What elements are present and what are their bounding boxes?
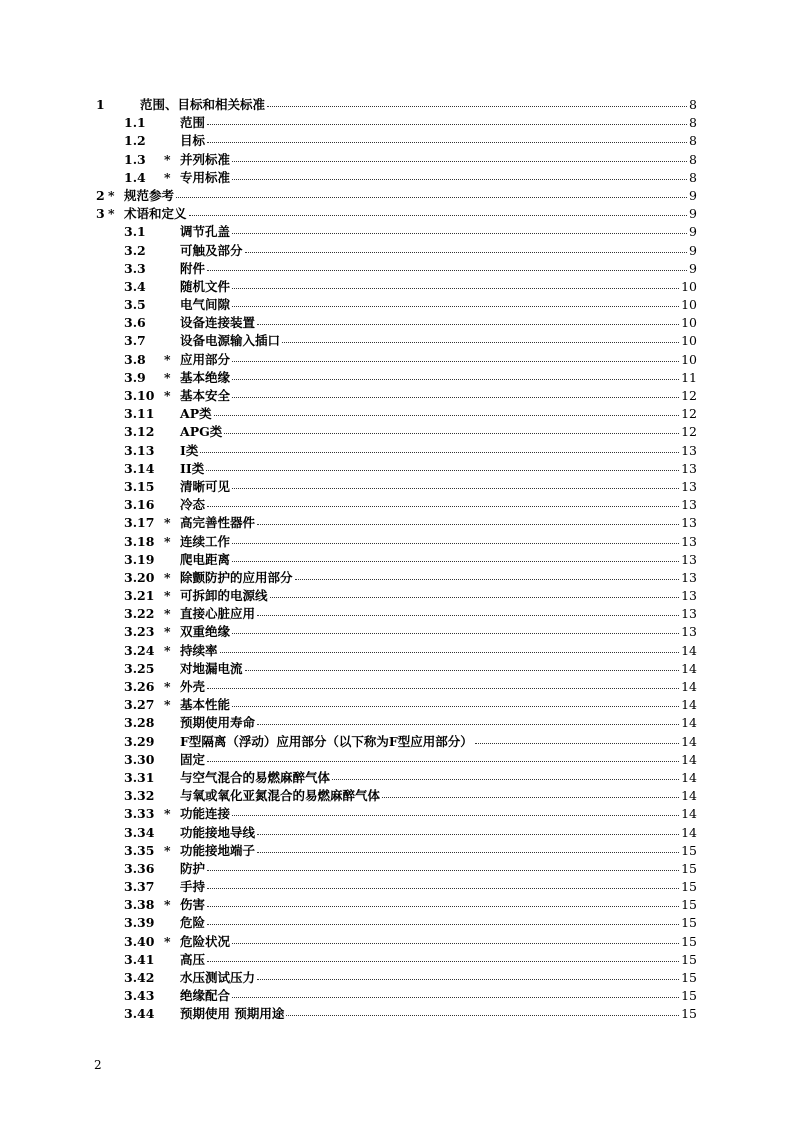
toc-entry-number: 3.19 <box>124 551 155 567</box>
dot-leader <box>232 219 687 234</box>
toc-entry-title: 范围 <box>180 115 206 131</box>
toc-entry-page: 10 <box>681 333 697 349</box>
toc-entry-title: 功能接地端子 <box>180 842 256 858</box>
toc-entry-number: 3.1 <box>124 224 146 240</box>
dot-leader <box>214 401 679 416</box>
toc-entry-star <box>164 860 180 878</box>
toc-entry-number: 3.28 <box>124 715 155 731</box>
dot-leader <box>207 110 687 125</box>
toc-entry-number: 3.12 <box>124 424 155 440</box>
toc-entry-number: 3.29 <box>124 733 155 749</box>
toc-entry-number: 3.7 <box>124 333 146 349</box>
toc-entry-page: 12 <box>681 406 697 422</box>
toc-entry-title: 设备连接装置 <box>180 315 256 331</box>
toc-entry-page: 15 <box>681 933 697 949</box>
toc-entry-number: 3.43 <box>124 988 155 1004</box>
toc-entry-number: 3.5 <box>124 297 146 313</box>
toc-entry-title: F型隔离（浮动）应用部分（以下称为F型应用部分） <box>180 733 473 749</box>
toc-entry-number: 3.14 <box>124 460 155 476</box>
toc-entry-title: APG类 <box>180 424 223 440</box>
toc-entry-star <box>164 260 180 278</box>
toc-entry-number: 1.4 <box>124 169 146 185</box>
toc-entry-page: 14 <box>681 660 697 676</box>
toc-entry-page: 13 <box>681 533 697 549</box>
toc-entry-star <box>164 878 180 896</box>
toc-entry-page: 14 <box>681 715 697 731</box>
toc-entry-page: 9 <box>689 260 697 276</box>
toc-entry-title: 并列标准 <box>180 151 231 167</box>
dot-leader <box>232 801 679 816</box>
toc-entry-page: 13 <box>681 497 697 513</box>
dot-leader <box>232 929 679 944</box>
dot-leader <box>207 492 679 507</box>
dot-leader <box>232 474 679 489</box>
dot-leader <box>207 747 679 762</box>
toc-entry-page: 8 <box>689 151 697 167</box>
dot-leader <box>232 529 679 544</box>
toc-entry-page: 9 <box>689 224 697 240</box>
dot-leader <box>245 656 680 671</box>
toc-entry-number: 3.37 <box>124 879 155 895</box>
toc-entry-page: 13 <box>681 606 697 622</box>
toc-entry-star: * <box>164 369 171 385</box>
toc-entry-star: * <box>164 624 171 640</box>
toc-entry-star: * <box>164 679 171 694</box>
toc-entry-number: 3.24 <box>124 642 155 658</box>
toc-entry-title: 应用部分 <box>180 351 231 367</box>
toc-entry-number: 3.18 <box>124 533 155 549</box>
dot-leader <box>232 165 687 180</box>
toc-entry-page: 13 <box>681 588 697 604</box>
toc-entry-page: 15 <box>681 988 697 1004</box>
toc-entry-number: 3.39 <box>124 915 155 931</box>
toc-entry-page: 13 <box>681 460 697 476</box>
toc-entry-page: 14 <box>681 751 697 767</box>
dot-leader <box>257 601 679 616</box>
dot-leader <box>232 274 679 289</box>
toc-entry-title: 直接心脏应用 <box>180 606 256 622</box>
toc-entry-number: 1.3 <box>124 151 146 167</box>
toc-entry-number: 3.13 <box>124 442 155 458</box>
dot-leader <box>207 892 679 907</box>
dot-leader <box>286 1001 679 1016</box>
toc-entry-title: 对地漏电流 <box>180 660 243 676</box>
dot-leader <box>207 674 679 689</box>
dot-leader <box>257 310 679 325</box>
dot-leader <box>232 619 679 634</box>
toc-entry-star <box>164 714 180 732</box>
toc-entry-number: 1.2 <box>124 133 146 149</box>
toc-entry-number: 3.16 <box>124 497 155 513</box>
toc-entry-title: 爬电距离 <box>180 551 231 567</box>
toc-entry-star <box>164 296 180 314</box>
toc-entry-star <box>164 332 180 350</box>
toc-entry-star: * <box>108 187 115 203</box>
toc-entry-page: 10 <box>681 297 697 313</box>
toc-entry-star <box>164 769 180 787</box>
toc-entry-title: 绝缘配合 <box>180 988 231 1004</box>
toc-entry-star <box>164 733 180 751</box>
toc-entry-page: 13 <box>681 442 697 458</box>
dot-leader <box>295 565 680 580</box>
toc-entry-page: 15 <box>681 970 697 985</box>
toc-entry-number: 3.25 <box>124 660 155 676</box>
dot-leader <box>207 256 687 271</box>
toc-entry-page: 8 <box>689 169 697 185</box>
toc-entry-page: 14 <box>681 679 697 694</box>
toc-entry-number: 3.31 <box>124 769 155 785</box>
dot-leader <box>224 419 679 434</box>
dot-leader <box>245 238 688 253</box>
dot-leader <box>232 292 679 307</box>
dot-leader <box>257 820 679 835</box>
dot-leader <box>200 438 679 453</box>
toc-entry-title: 随机文件 <box>180 278 231 294</box>
toc-entry-title: II类 <box>180 460 205 476</box>
toc-entry-page: 15 <box>681 842 697 858</box>
toc-entry-title: 设备电源输入插口 <box>180 333 281 349</box>
toc-entry-star <box>164 478 180 496</box>
toc-entry-star <box>164 969 180 987</box>
toc-entry-title: 持续率 <box>180 642 218 658</box>
toc-entry-page: 10 <box>681 278 697 294</box>
toc-entry-number: 3.15 <box>124 478 155 494</box>
dot-leader <box>207 856 679 871</box>
dot-leader <box>207 128 687 143</box>
toc-entry-title: 外壳 <box>180 679 206 694</box>
toc-entry-number: 3.26 <box>124 679 155 694</box>
toc-entry-title: 连续工作 <box>180 533 231 549</box>
toc-entry-star <box>164 1005 180 1023</box>
toc-entry-star: * <box>164 351 171 367</box>
toc-entry-number: 3.10 <box>124 388 155 403</box>
dot-leader <box>332 765 679 780</box>
toc-entry-star <box>164 278 180 296</box>
toc-entry-star <box>164 751 180 769</box>
dot-leader <box>257 510 679 525</box>
toc-entry-page: 14 <box>681 697 697 713</box>
toc-entry-page: 15 <box>681 860 697 876</box>
toc-entry-title: 危险 <box>180 915 206 931</box>
dot-leader <box>382 783 679 798</box>
toc-entry-star: * <box>164 806 171 822</box>
toc-entry-title: 专用标准 <box>180 169 231 185</box>
toc-entry-number: 3.41 <box>124 951 155 967</box>
toc-entry-title: 防护 <box>180 860 206 876</box>
toc-entry-number: 3.23 <box>124 624 155 640</box>
toc-entry-page: 9 <box>689 242 697 258</box>
toc-entry-number: 1.1 <box>124 115 146 131</box>
toc-entry-title: 调节孔盖 <box>180 224 231 240</box>
dot-leader <box>220 638 680 653</box>
toc-entry-title: 电气间隙 <box>180 297 231 313</box>
toc-entry-title: 高完善性器件 <box>180 515 256 531</box>
toc-entry-star <box>124 96 140 114</box>
toc-entry-star: * <box>164 697 171 713</box>
toc-entry-title: 水压测试压力 <box>180 970 256 985</box>
dot-leader <box>207 910 679 925</box>
toc-entry-number: 3.20 <box>124 569 155 585</box>
toc-entry-star <box>164 496 180 514</box>
toc-entry-page: 11 <box>681 369 697 385</box>
toc-entry-page: 12 <box>681 424 697 440</box>
toc-entry-star <box>164 460 180 478</box>
dot-leader <box>232 547 679 562</box>
toc-entry-title: 伤害 <box>180 897 206 913</box>
toc-entry-page: 8 <box>689 97 697 112</box>
dot-leader <box>257 965 679 980</box>
toc-entry-star <box>164 824 180 842</box>
page-number: 2 <box>94 1058 102 1072</box>
toc-entry-page: 14 <box>681 806 697 822</box>
dot-leader <box>207 947 679 962</box>
toc-entry-title: 功能连接 <box>180 806 231 822</box>
toc-entry-number: 3.42 <box>124 970 155 985</box>
dot-leader <box>232 983 679 998</box>
toc-entry-page: 13 <box>681 551 697 567</box>
toc-entry-body <box>164 1005 697 1023</box>
toc-entry-title: 手持 <box>180 879 206 895</box>
toc-entry-number: 3.30 <box>124 751 155 767</box>
toc-entry-star: * <box>164 533 171 549</box>
toc-entry-page: 10 <box>681 315 697 331</box>
toc-entry-star <box>164 951 180 969</box>
toc-entry-number: 3.33 <box>124 806 155 822</box>
toc-entry-star <box>164 405 180 423</box>
toc-entry-title: 可拆卸的电源线 <box>180 588 268 604</box>
toc-entry-page: 13 <box>681 624 697 640</box>
toc-entry-page: 14 <box>681 769 697 785</box>
toc-entry-page: 14 <box>681 788 697 804</box>
toc-entry-star: * <box>164 569 171 585</box>
toc-entry-star: * <box>164 588 171 604</box>
dot-leader <box>257 710 679 725</box>
toc-entry-star: * <box>164 606 171 622</box>
toc-entry-star: * <box>164 169 171 185</box>
toc-entry-number: 2 <box>96 187 105 203</box>
toc-entry-page: 13 <box>681 569 697 585</box>
dot-leader <box>189 201 688 216</box>
toc-entry-page: 13 <box>681 515 697 531</box>
toc-entry-star <box>164 114 180 132</box>
toc-entry-page: 14 <box>681 733 697 749</box>
toc-entry-number: 3.6 <box>124 315 146 331</box>
toc-entry-star <box>164 551 180 569</box>
toc-entry-page: 10 <box>681 351 697 367</box>
toc-entry-number: 3.27 <box>124 697 155 713</box>
dot-leader <box>257 838 679 853</box>
toc-entry-page: 15 <box>681 879 697 895</box>
toc-entry-page: 9 <box>689 187 697 203</box>
toc-entry-number: 3.9 <box>124 369 146 385</box>
toc-entry-star <box>164 223 180 241</box>
dot-leader <box>232 383 679 398</box>
dot-leader <box>232 147 687 162</box>
toc-entry-number: 3.3 <box>124 260 146 276</box>
toc-entry-title: 基本安全 <box>180 388 231 403</box>
toc-entry-star: * <box>164 151 171 167</box>
toc-entry-title: 预期使用 预期用途 <box>180 1006 285 1022</box>
toc-entry-number: 3.40 <box>124 933 155 949</box>
toc-entry-star: * <box>108 206 115 222</box>
toc-entry-page: 14 <box>681 642 697 658</box>
toc-entry-title: 范围、目标和相关标准 <box>140 97 266 112</box>
dot-leader <box>282 328 679 343</box>
toc-entry-title: 与氧或氧化亚氮混合的易燃麻醉气体 <box>180 788 381 804</box>
toc-entry-title: 规范参考 <box>124 187 175 203</box>
toc-entry-title: 冷态 <box>180 497 206 513</box>
dot-leader <box>270 583 680 598</box>
dot-leader <box>207 874 679 889</box>
toc-entry-title: 基本性能 <box>180 697 231 713</box>
toc-entry-title: 危险状况 <box>180 933 231 949</box>
toc-entry-page: 15 <box>681 897 697 913</box>
toc-entry-number: 3.22 <box>124 606 155 622</box>
toc-entry-page: 8 <box>689 133 697 149</box>
toc-entry-page: 15 <box>681 951 697 967</box>
toc-entry-number: 3.44 <box>124 1006 155 1022</box>
toc-entry-title: 功能接地导线 <box>180 824 256 840</box>
dot-leader <box>232 347 679 362</box>
toc-entry-star <box>164 314 180 332</box>
toc-entry[interactable] <box>0 1005 793 1023</box>
toc-entry-star: * <box>164 933 171 949</box>
toc-entry-star <box>164 242 180 260</box>
toc-entry-title: 基本绝缘 <box>180 369 231 385</box>
toc-entry-number: 3.17 <box>124 515 155 531</box>
toc-entry-number: 3.4 <box>124 278 146 294</box>
toc-entry-star <box>164 423 180 441</box>
toc-entry-title: 目标 <box>180 133 206 149</box>
toc-entry-star <box>164 987 180 1005</box>
toc-entry-number: 3.38 <box>124 897 155 913</box>
dot-leader <box>267 92 687 107</box>
toc-entry-page: 13 <box>681 478 697 494</box>
dot-leader <box>176 183 687 198</box>
toc-entry-title: AP类 <box>180 406 212 422</box>
toc-entry-star: * <box>164 388 171 403</box>
toc-entry-star: * <box>164 515 171 531</box>
toc-entry-star: * <box>164 842 171 858</box>
toc-entry-star: * <box>164 642 171 658</box>
toc-entry-star <box>164 660 180 678</box>
toc-entry-page: 15 <box>681 915 697 931</box>
dot-leader <box>232 365 679 380</box>
toc-entry-number: 1 <box>96 97 105 112</box>
toc-entry-number: 3.32 <box>124 788 155 804</box>
toc-entry-title: 术语和定义 <box>124 206 187 222</box>
toc-entry-title: 固定 <box>180 751 206 767</box>
toc-entry-number: 3.36 <box>124 860 155 876</box>
toc-entry-title: 清晰可见 <box>180 478 231 494</box>
toc-entry-page: 9 <box>689 206 697 222</box>
toc-entry-title: 双重绝缘 <box>180 624 231 640</box>
toc-entry-number: 3.21 <box>124 588 155 604</box>
toc-entry-star <box>164 132 180 150</box>
dot-leader <box>475 729 679 744</box>
toc-entry-title: 预期使用寿命 <box>180 715 256 731</box>
toc-entry-number: 3.2 <box>124 242 146 258</box>
toc-entry-title: 除颤防护的应用部分 <box>180 569 293 585</box>
toc-entry-number: 3.34 <box>124 824 155 840</box>
toc-entry-star: * <box>164 897 171 913</box>
toc-entry-page: 15 <box>681 1006 697 1022</box>
dot-leader <box>232 692 679 707</box>
toc-entry-title: 附件 <box>180 260 206 276</box>
toc-entry-title: 与空气混合的易燃麻醉气体 <box>180 769 331 785</box>
toc-entry-page: 12 <box>681 388 697 403</box>
toc-entry-number: 3.35 <box>124 842 155 858</box>
toc-entry-title: 高压 <box>180 951 206 967</box>
toc-entry-number: 3 <box>96 206 105 222</box>
dot-leader <box>206 456 679 471</box>
toc-entry-page: 14 <box>681 824 697 840</box>
toc-entry-number: 3.8 <box>124 351 146 367</box>
toc-entry-page: 8 <box>689 115 697 131</box>
toc-entry-star <box>164 787 180 805</box>
toc-entry-title: 可触及部分 <box>180 242 243 258</box>
toc-entry-star <box>164 442 180 460</box>
toc-entry-title: I类 <box>180 442 199 458</box>
toc-entry-star <box>164 914 180 932</box>
table-of-contents <box>0 96 793 1024</box>
toc-entry-number: 3.11 <box>124 406 155 422</box>
